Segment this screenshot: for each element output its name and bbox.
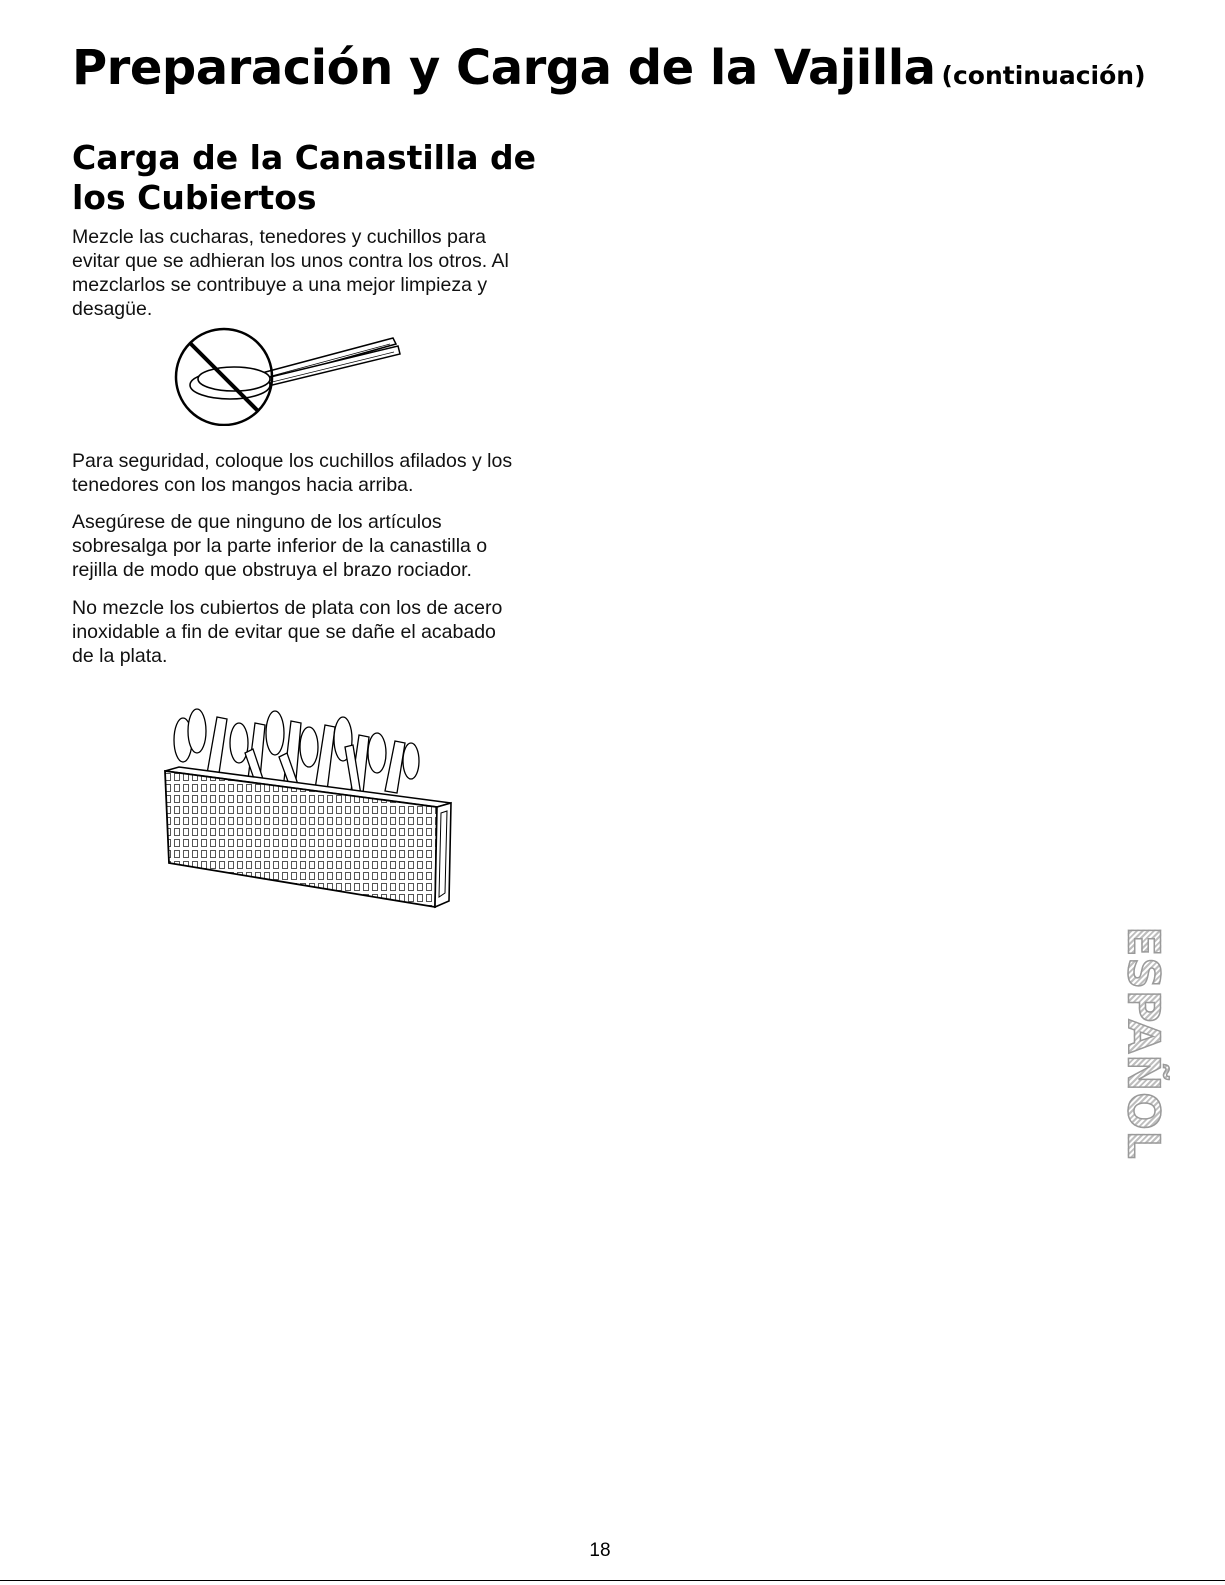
paragraph-no-protrusion xyxy=(72,510,487,582)
text-line: mezclarlos se contribuye a una mejor limpieza y xyxy=(72,274,488,296)
text-line: Mezcle las cucharas, tenedores y cuchillos para xyxy=(72,226,487,248)
section-heading-line-2: los Cubiertos xyxy=(72,178,317,217)
bottom-rule xyxy=(0,1580,1225,1581)
text-line: de la plata. xyxy=(72,645,168,667)
section-heading-line-1: Carga de la Canastilla de xyxy=(72,138,537,177)
text-line: tenedores con los mangos hacia arriba. xyxy=(72,474,414,496)
text-line: No mezcle los cubiertos de plata con los de acero xyxy=(72,597,503,619)
text-line: Para seguridad, coloque los cuchillos afilados y los xyxy=(72,450,513,472)
text-line: inoxidable a fin de evitar que se dañe el acabado xyxy=(72,621,496,643)
text-line: evitar que se adhieran los unos contra los otros. Al xyxy=(72,250,509,272)
text-line: sobresalga por la parte inferior de la canastilla o xyxy=(72,535,488,557)
silverware-basket-icon xyxy=(155,695,465,917)
page-title xyxy=(72,40,1146,96)
page-title-continuation: (continuación) xyxy=(941,61,1146,90)
section-heading xyxy=(72,138,592,218)
prohibited-nesting-spoons-icon xyxy=(168,322,408,426)
language-tab-label: ESPAÑOL xyxy=(1117,926,1169,1160)
page-number: 18 xyxy=(589,1540,611,1561)
text-line: desagüe. xyxy=(72,298,153,320)
paragraph-mix-utensils xyxy=(72,225,509,321)
text-line: rejilla de modo que obstruya el brazo rociador. xyxy=(72,559,472,581)
paragraph-silver-steel xyxy=(72,596,502,668)
page-title-main: Preparación y Carga de la Vajilla xyxy=(72,40,936,96)
text-line: Asegúrese de que ninguno de los artículos xyxy=(72,511,442,533)
paragraph-safety xyxy=(72,449,512,497)
